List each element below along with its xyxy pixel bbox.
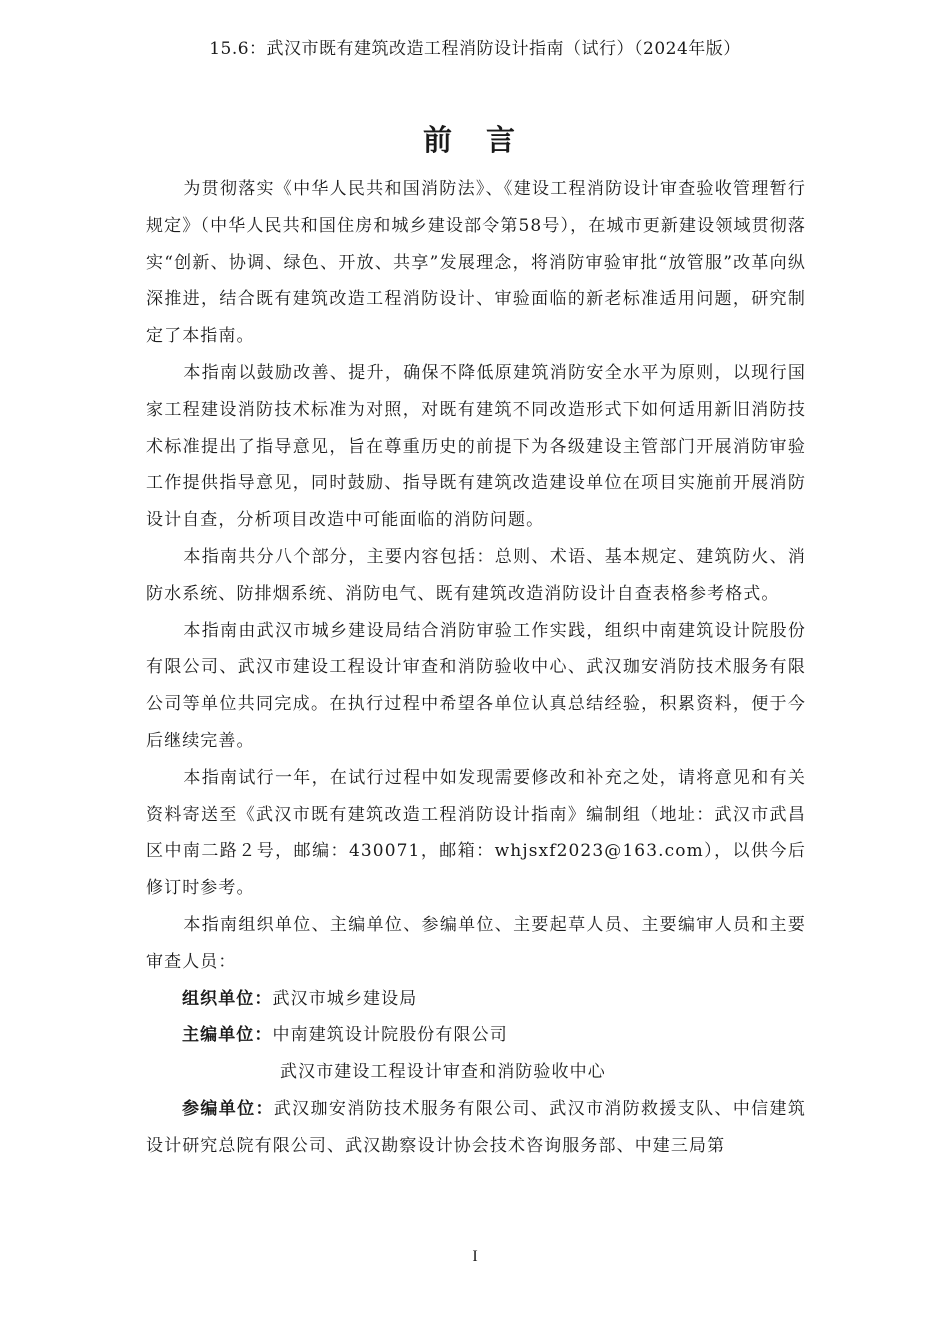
- chief-editor-line: [146, 1017, 806, 1054]
- preface-body: [146, 171, 806, 1165]
- paragraph-purpose: 为贯彻落实《中华人民共和国消防法》、《建设工程消防设计审查验收管理暂行规定》（中华人民共和国住房和城乡建设部令第58号），在城市更新建设领域贯彻落实“创新、协调、绿色、开放、共享”发展理念，将消防审验审批“放管服”改革向纵深推进，结合既有建筑改造工程消防设计、审验面临的新老标准适用问题，研究制定了本指南。: [146, 179, 806, 347]
- participants-label: 参编单位：: [182, 1098, 274, 1119]
- paragraph-feedback: 本指南试行一年，在试行过程中如发现需要修改和补充之处，请将意见和有关资料寄送至《武汉市既有建筑改造工程消防设计指南》编制组（地址：武汉市武昌区中南二路２号，邮编：430071，邮箱：whjsxf2023@163.com），以供今后修订时参考。: [146, 767, 806, 899]
- organizer-label: 组织单位：: [182, 988, 273, 1009]
- paragraph-principle: 本指南以鼓励改善、提升，确保不降低原建筑消防安全水平为原则，以现行国家工程建设消防技术标准为对照，对既有建筑不同改造形式下如何适用新旧消防技术标准提出了指导意见，旨在尊重历史的前提下为各级建设主管部门开展消防审验工作提供指导意见，同时鼓励、指导既有建筑改造建设单位在项目实施前开展消防设计自查，分析项目改造中可能面临的消防问题。: [146, 362, 806, 531]
- document-header: 15.6：武汉市既有建筑改造工程消防设计指南（试行）（2024年版）: [209, 39, 741, 59]
- section-title: 前 言: [422, 123, 528, 157]
- participants-value: 武汉珈安消防技术服务有限公司、武汉市消防救援支队、中信建筑设计研究总院有限公司、武汉勘察设计协会技术咨询服务部、中建三局第: [146, 1098, 807, 1156]
- paragraph-authors: 本指南由武汉市城乡建设局结合消防审验工作实践，组织中南建筑设计院股份有限公司、武汉市建设工程设计审查和消防验收中心、武汉珈安消防技术服务有限公司等单位共同完成。在执行过程中希望各单位认真总结经验，积累资料，便于今后继续完善。: [146, 620, 806, 751]
- organizer-value: 武汉市城乡建设局: [272, 988, 418, 1009]
- chief-editor-label: 主编单位：: [182, 1025, 273, 1046]
- paragraph-units-intro: 本指南组织单位、主编单位、参编单位、主要起草人员、主要编审人员和主要审查人员：: [146, 914, 806, 972]
- page-number: I: [472, 1248, 478, 1265]
- participants-line: [146, 1091, 806, 1165]
- paragraph-contents: 本指南共分八个部分，主要内容包括：总则、术语、基本规定、建筑防火、消防水系统、防排烟系统、消防电气、既有建筑改造消防设计自查表格参考格式。: [146, 546, 806, 604]
- organizer-line: [146, 981, 806, 1018]
- chief-editor-value-1: 中南建筑设计院股份有限公司: [272, 1025, 508, 1046]
- chief-editor-value-2: 武汉市建设工程设计审查和消防验收中心: [280, 1062, 606, 1083]
